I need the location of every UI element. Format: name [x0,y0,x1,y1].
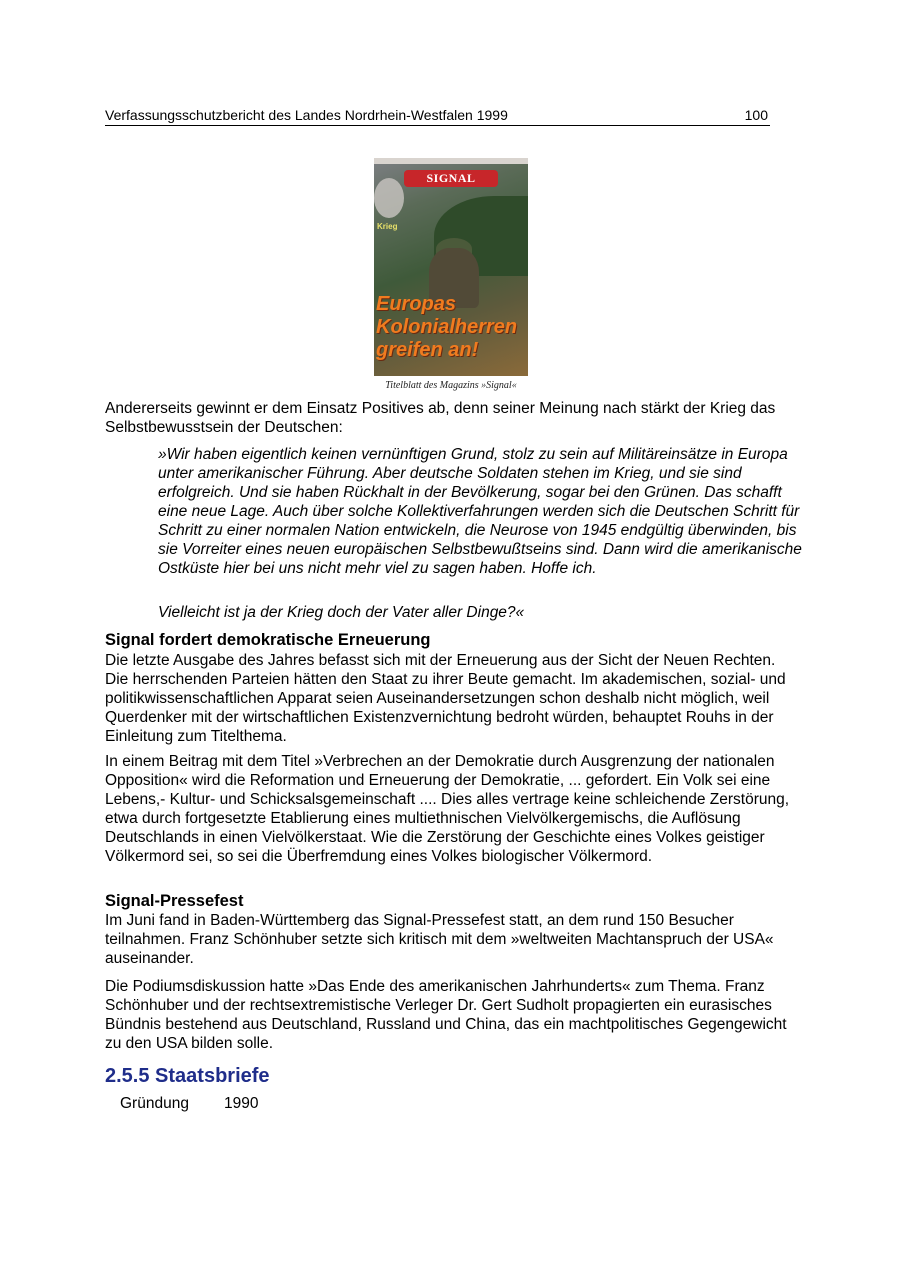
quote-closing: Vielleicht ist ja der Krieg doch der Vater aller Dinge?« [158,604,525,621]
section-heading: 2.5.5 Staatsbriefe [105,1065,270,1087]
quote-paragraph: »Wir haben eigentlich keinen vernünftigen Grund, stolz zu sein auf Militäreinsätze in Europa unter amerikanischer Führung. Aber deutsche Soldaten stehen im Krieg, und sie sind erfolgreich. Und sie haben Rückhalt in der Bevölkerung, sogar bei den Grünen. Das schafft eine neue Lage. Auch über solche Kollektiverfahrungen werden sich die Deutschen Schritt für Schritt zu einer normalen Nation entwickeln, die Neurose von 1945 endgültig überwinden, bis sie Vorreiter eines neuen europäischen Selbstbewußtseins sind. Dann wird die amerikanische Ostküste hier bei uns nicht mehr viel zu sagen haben. Hoffe ich. [158,446,802,577]
body-paragraph: Die Podiumsdiskussion hatte »Das Ende des amerikanischen Jahrhunderts« zum Thema. Franz Schönhuber und der rechtsextremistische Verleger Dr. Gert Sudholt propagierten ein eurasisches Bündnis bestehend aus Deutschland, Russland und China, das ein machtpolitisches Gegengewicht zu den USA bilden solle. [105,978,787,1052]
subheading-pressefest: Signal-Pressefest [105,892,244,910]
body-paragraph: In einem Beitrag mit dem Titel »Verbrechen an der Demokratie durch Ausgrenzung der nationalen Opposition« wird die Reformation und Erneuerung der Demokratie, ... gefordert. Ein Volk sei eine Lebens,- Kultur- und Schicksalsgemeinschaft .... Dies alles vertrage keine schleichende Zerstörung, etwa durch fortgesetzte Etablierung eines multiethnischen Vielvölkergemischs, die Auflösung Deutschlands in einen Vielvölkerstaat. Wie die Zerstörung der Geschichte eines Volkes geistiger Völkermord sei, so sei die Überfremdung eines Volkes biologischer Völkermord. [105,753,790,865]
page-number: 100 [744,107,768,123]
report-title: Verfassungsschutzbericht des Landes Nordrhein-Westfalen 1999 [105,107,508,123]
intro-paragraph: Andererseits gewinnt er dem Einsatz Positives ab, denn seiner Meinung nach stärkt der Krieg das Selbstbewusstsein der Deutschen: [105,400,776,436]
cover-smoke-shape [374,178,404,218]
body-paragraph: Die letzte Ausgabe des Jahres befasst sich mit der Erneuerung aus der Sicht der Neuen Rechten. Die herrschenden Parteien hätten den Staat zu ihrer Beute gemacht. Im akademischen, sozial- und politikwissenschaftlichen Apparat seien Auseinandersetzungen schon deshalb nicht möglich, weil Querdenker mit der wirtschaftlichen Existenzvernichtung bedroht würden, behauptet Rouhs in der Einleitung zum Titelthema. [105,652,786,745]
body-paragraph: Im Juni fand in Baden-Württemberg das Signal-Pressefest statt, an dem rund 150 Besucher teilnahmen. Franz Schönhuber setzte sich kritisch mit dem »weltweiten Machtanspruch der USA« auseinander. [105,912,774,967]
cover-top-strip [374,158,528,164]
magazine-cover-image [374,158,528,376]
founded-label: Gründung [120,1095,189,1112]
page-header [105,107,770,126]
cover-headline: Europas Kolonialherren greifen an! [376,293,518,361]
figure-caption: Titelblatt des Magazins »Signal« [385,380,517,391]
subheading-demokratische-erneuerung: Signal fordert demokratische Erneuerung [105,631,431,649]
cover-masthead: SIGNAL [404,170,498,187]
founded-value: 1990 [224,1095,259,1112]
cover-side-text: Krieg [377,222,398,231]
